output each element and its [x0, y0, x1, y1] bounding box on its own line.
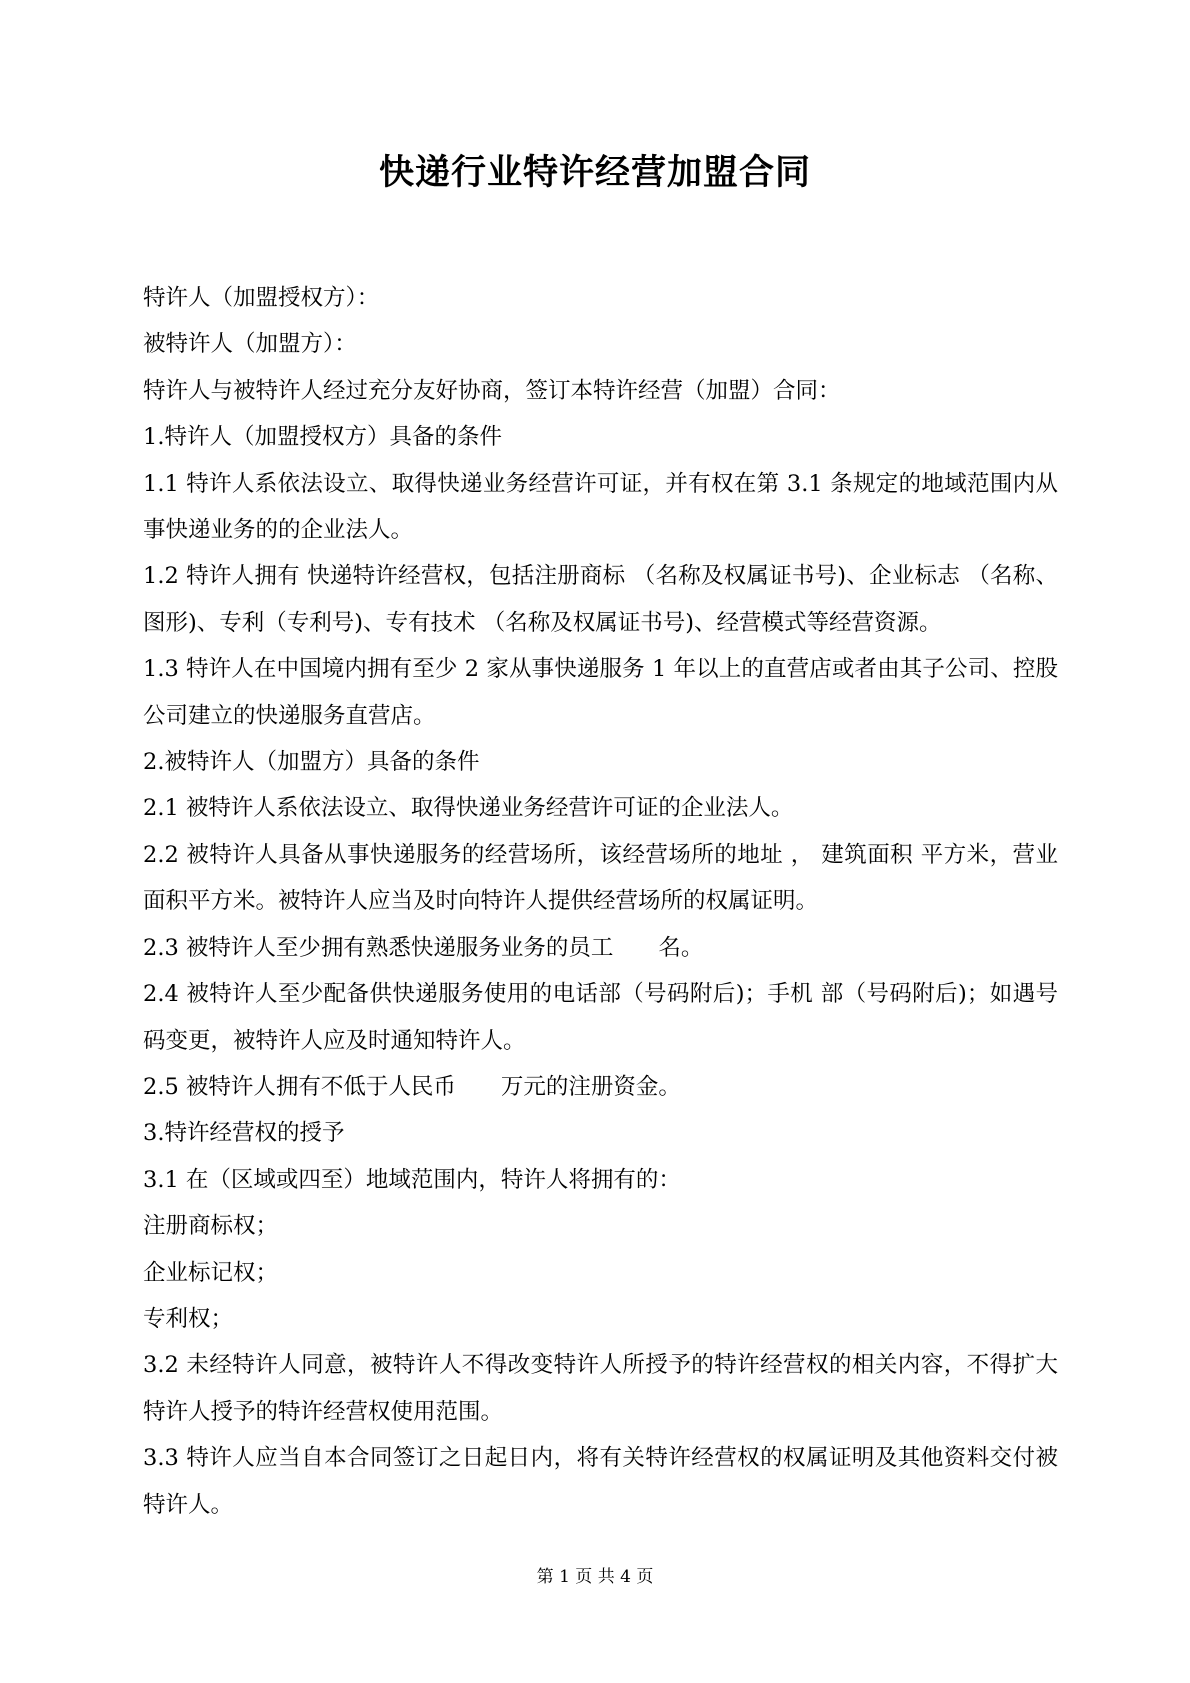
paragraph: 2.3 被特许人至少拥有熟悉快递服务业务的员工 名。	[143, 934, 704, 961]
paragraph: 1.3 特许人在中国境内拥有至少 2 家从事快递服务 1 年以上的直营店或者由其子公司、控股公司建立的快递服务直营店。	[143, 656, 1058, 729]
paragraph: 2.4 被特许人至少配备供快递服务使用的电话部（号码附后)；手机 部（号码附后)；如遇号码变更，被特许人应及时通知特许人。	[143, 981, 1058, 1054]
list-item: 注册商标权；	[143, 1213, 279, 1240]
paragraph: 被特许人（加盟方）：	[143, 331, 357, 358]
list-item: 企业标记权；	[143, 1259, 279, 1286]
paragraph: 2.2 被特许人具备从事快递服务的经营场所，该经营场所的地址 ， 建筑面积 平方米，营业面积平方米。被特许人应当及时向特许人提供经营场所的权属证明。	[143, 841, 1058, 915]
paragraph: 3.2 未经特许人同意，被特许人不得改变特许人所授予的特许经营权的相关内容，不得扩大特许人授予的特许经营权使用范围。	[143, 1352, 1058, 1425]
paragraph: 特许人与被特许人经过充分友好协商，签订本特许经营（加盟）合同：	[143, 377, 841, 404]
document-body	[143, 275, 1058, 1528]
paragraph: 1.2 特许人拥有 快递特许经营权，包括注册商标 （名称及权属证书号)、企业标志 （名称、图形)、专利（专利号)、专有技术 （名称及权属证书号)、经营模式等经营资源。	[143, 563, 1058, 636]
page-number-footer: 第 1 页 共 4 页	[536, 1567, 654, 1587]
section-heading: 2.被特许人（加盟方）具备的条件	[143, 749, 480, 776]
document-title: 快递行业特许经营加盟合同	[378, 152, 811, 193]
paragraph: 特许人（加盟授权方）：	[143, 285, 380, 311]
paragraph: 2.5 被特许人拥有不低于人民币 万元的注册资金。	[143, 1073, 681, 1100]
list-item: 专利权；	[143, 1305, 234, 1332]
section-heading: 1.特许人（加盟授权方）具备的条件	[143, 424, 502, 451]
paragraph: 3.1 在（区域或四至）地域范围内，特许人将拥有的：	[143, 1166, 681, 1193]
paragraph: 2.1 被特许人系依法设立、取得快递业务经营许可证的企业法人。	[143, 795, 794, 822]
paragraph: 1.1 特许人系依法设立、取得快递业务经营许可证，并有权在第 3.1 条规定的地域范围内从事快递业务的的企业法人。	[143, 470, 1058, 544]
paragraph: 3.3 特许人应当自本合同签订之日起日内，将有关特许经营权的权属证明及其他资料交付被特许人。	[143, 1445, 1058, 1518]
section-heading: 3.特许经营权的授予	[143, 1120, 345, 1147]
